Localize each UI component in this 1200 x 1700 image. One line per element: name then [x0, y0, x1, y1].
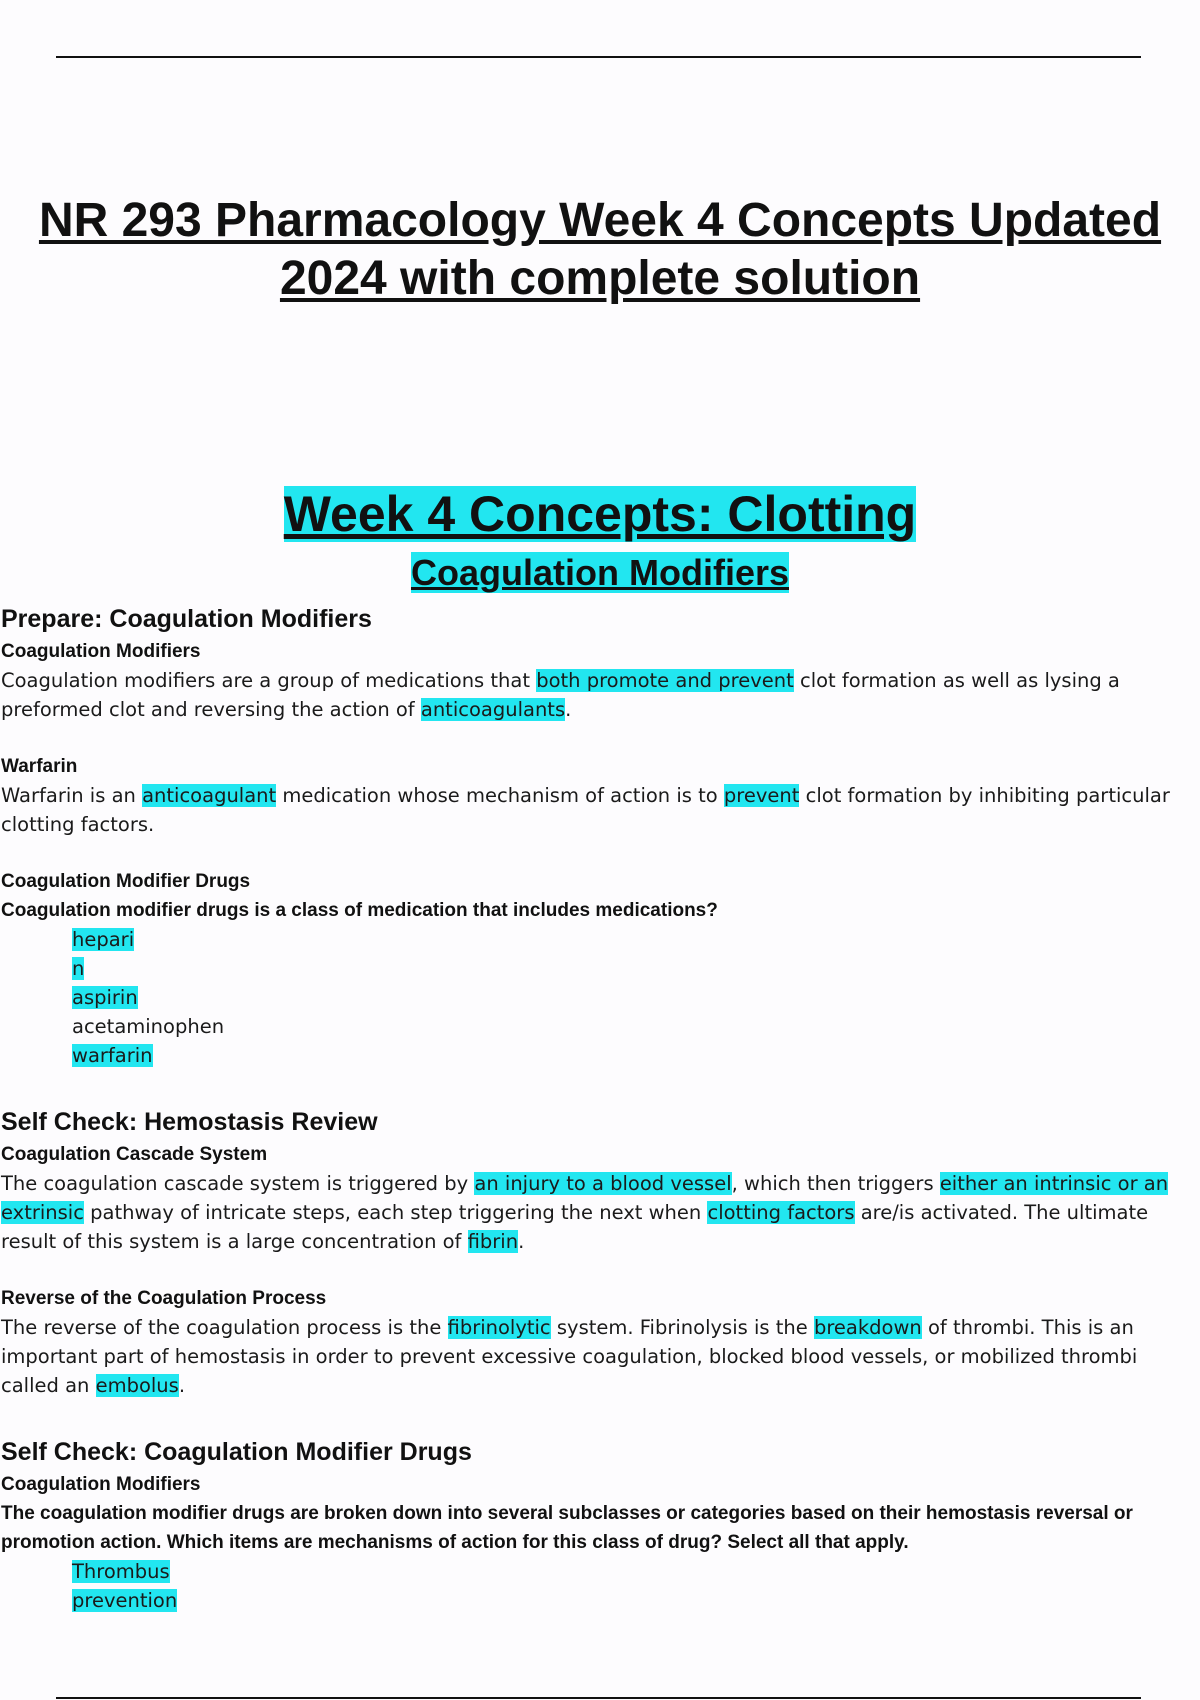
text-run: The coagulation cascade system is triggered by	[1, 1172, 475, 1195]
bottom-rule	[56, 1697, 1141, 1699]
reverse-subheading: Reverse of the Coagulation Process	[1, 1288, 327, 1309]
option-text: aspirin	[72, 986, 138, 1009]
text-run: .	[518, 1230, 525, 1253]
text-run: system. Fibrinolysis is the	[550, 1316, 814, 1339]
option-text: prevention	[72, 1589, 178, 1612]
section-title-text: Week 4 Concepts: Clotting	[283, 486, 917, 542]
text-run: clot formation as well as lysing a preformed clot and reversing the action of	[1, 669, 1120, 721]
document-body	[1, 601, 1199, 1615]
coag-modifiers-subheading: Coagulation Modifiers	[1, 641, 201, 662]
text-run: pathway of intricate steps, each step triggering the next when	[83, 1201, 708, 1224]
drugs-question: Coagulation modifier drugs is a class of medication that includes medications?	[1, 900, 718, 921]
option-item	[72, 1012, 1199, 1041]
option-item	[72, 983, 1199, 1012]
text-run: medication whose mechanism of action is to	[276, 784, 724, 807]
warfarin-paragraph	[1, 781, 1199, 839]
warfarin-subheading: Warfarin	[1, 756, 78, 777]
text-run: , which then triggers	[731, 1172, 940, 1195]
modifier-drugs-subheading: Coagulation Modifiers	[1, 1474, 201, 1495]
highlighted-answer: fibrinolytic	[447, 1316, 551, 1339]
cascade-paragraph	[1, 1169, 1199, 1256]
cascade-subheading: Coagulation Cascade System	[1, 1144, 268, 1165]
highlighted-answer: both promote and prevent	[536, 669, 794, 692]
text-run: of thrombi. This is an important part of hemostasis in order to prevent excessive coagulation, blocked blood vessels, or mobilized thrombi called an	[1, 1316, 1138, 1397]
option-item	[72, 1041, 1199, 1070]
title-line-2: 2024 with complete solution	[279, 252, 921, 305]
top-rule	[56, 56, 1141, 58]
highlighted-answer: an injury to a blood vessel	[474, 1172, 732, 1195]
option-item	[72, 1586, 1199, 1615]
highlighted-answer: fibrin	[467, 1230, 519, 1253]
modifier-drugs-heading: Self Check: Coagulation Modifier Drugs	[1, 1438, 472, 1466]
text-run: Coagulation modifiers are a group of medications that	[1, 669, 537, 692]
modifier-drugs-question: The coagulation modifier drugs are broken down into several subclasses or categories based on their hemostasis reversal or promotion action. Which items are mechanisms of action for this class of drug? Select all that apply.	[1, 1503, 1133, 1553]
text-run: .	[565, 698, 572, 721]
option-item	[72, 954, 1199, 983]
drugs-options	[1, 925, 1199, 1070]
document-title	[0, 192, 1200, 308]
text-run: .	[178, 1374, 186, 1397]
highlighted-answer: extrinsic	[1, 1201, 84, 1224]
title-line-1: NR 293 Pharmacology Week 4 Concepts Updated	[38, 194, 1162, 247]
prepare-heading: Prepare: Coagulation Modifiers	[1, 605, 372, 633]
option-text: Thrombus	[72, 1560, 170, 1583]
coag-modifiers-paragraph	[1, 666, 1199, 724]
modifier-drugs-options	[1, 1557, 1199, 1615]
option-text: acetaminophen	[72, 1015, 225, 1038]
text-run: are/is activated. The ultimate result of this system is a large concentration of	[1, 1201, 1149, 1253]
highlighted-answer: breakdown	[813, 1316, 922, 1339]
option-item	[72, 925, 1199, 954]
option-text: hepari	[72, 928, 135, 951]
highlighted-answer: anticoagulants	[420, 698, 566, 721]
highlighted-answer: clotting factors	[707, 1201, 855, 1224]
highlighted-answer: either an intrinsic or an	[939, 1172, 1169, 1195]
drugs-subheading: Coagulation Modifier Drugs	[1, 871, 251, 892]
option-item	[72, 1557, 1199, 1586]
highlighted-answer: embolus	[95, 1374, 179, 1397]
hemostasis-heading: Self Check: Hemostasis Review	[1, 1108, 378, 1136]
highlighted-answer: prevent	[723, 784, 800, 807]
text-run: The reverse of the coagulation process is the	[1, 1316, 448, 1339]
option-text: warfarin	[72, 1044, 153, 1067]
section-subtitle-text: Coagulation Modifiers	[411, 552, 789, 593]
text-run: Warfarin is an	[1, 784, 143, 807]
reverse-paragraph	[1, 1313, 1199, 1400]
text-run: clot formation by inhibiting particular clotting factors.	[1, 784, 1170, 836]
section-subtitle	[0, 550, 1200, 596]
section-title	[0, 482, 1200, 546]
highlighted-answer: anticoagulant	[142, 784, 277, 807]
option-text: n	[72, 957, 85, 980]
